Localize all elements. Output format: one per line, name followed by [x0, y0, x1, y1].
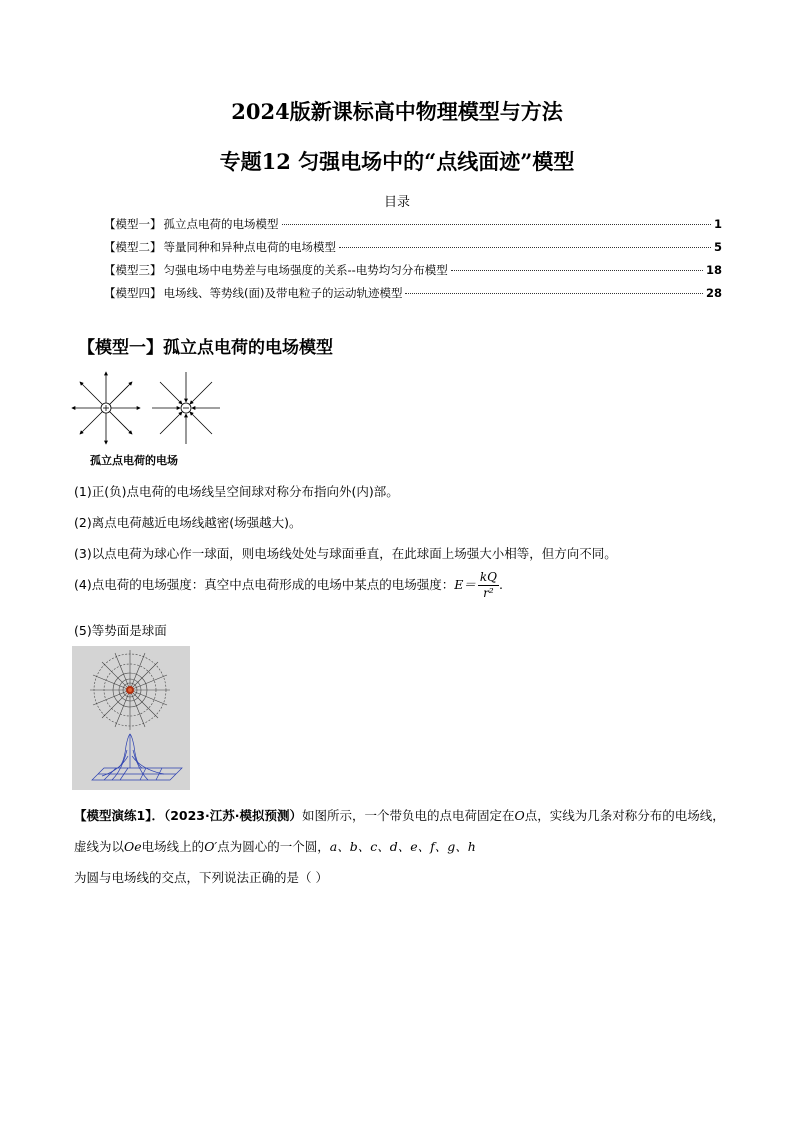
point-3: (3)以点电荷为球心作一球面，则电场线处处与球面垂直，在此球面上场强大小相等，但方向不同。 [74, 546, 617, 561]
positive-charge-diagram [72, 372, 140, 444]
toc-heading: 目录 [383, 195, 410, 210]
section-heading: 【模型一】孤立点电荷的电场模型 [78, 338, 333, 358]
exercise-text: 点，实线为几条对称分布的电场线，虚线为以 [74, 808, 725, 854]
point-4 [74, 570, 503, 601]
symbol-Oe: Oe [124, 839, 142, 854]
exercise-text: 如图所示，一个带负电的点电荷固定在 [302, 808, 515, 823]
toc-page: 18 [705, 263, 722, 277]
symbol-O: O [514, 808, 525, 823]
formula-tail: . [498, 577, 503, 592]
exercise-text: 为圆与电场线的交点，下列说法正确的是（ ） [74, 870, 328, 885]
point-5: (5)等势面是球面 [74, 623, 167, 638]
symbol-Oprime: O′ [204, 839, 218, 854]
toc-title: 孤立点电荷的电场模型 [163, 217, 279, 231]
document-title: 2024版新课标高中物理模型与方法 [231, 99, 563, 124]
toc-entry-4[interactable] [104, 285, 722, 308]
point-4-text: (4)点电荷的电场强度：真空中点电荷形成的电场中某点的电场强度： [74, 577, 455, 592]
formula-lhs: E＝ [454, 577, 476, 592]
exercise-text: 电场线上的 [141, 839, 205, 854]
figure-caption: 孤立点电荷的电场 [90, 454, 178, 467]
toc-leader [451, 270, 703, 271]
formula-fraction [478, 570, 499, 601]
formula-numerator: kQ [479, 570, 497, 584]
toc-label: 【模型二】 [104, 240, 162, 254]
toc-page: 5 [713, 240, 722, 254]
document-subtitle: 专题12 匀强电场中的“点线面迹”模型 [219, 149, 575, 174]
toc-leader [339, 247, 711, 248]
formula-denominator: r² [483, 586, 494, 600]
toc-entry-2[interactable] [104, 239, 722, 262]
toc-page: 1 [713, 217, 722, 231]
point-1: (1)正(负)点电荷的电场线呈空间球对称分布指向外(内)部。 [74, 484, 399, 499]
toc-leader [282, 224, 711, 225]
exercise-label: 【模型演练1】． [74, 808, 164, 823]
toc-title: 匀强电场中电势差与电场强度的关系--电势均匀分布模型 [163, 263, 448, 277]
toc-label: 【模型四】 [104, 286, 162, 300]
toc-entry-1[interactable] [104, 216, 722, 239]
point-charge-field-figure [70, 370, 230, 446]
exercise-paragraph [74, 800, 729, 893]
toc-title: 等量同种和异种点电荷的电场模型 [163, 240, 336, 254]
toc-label: 【模型一】 [104, 217, 162, 231]
exercise-source: （2023·江苏·模拟预测） [163, 808, 302, 823]
toc-entry-3[interactable] [104, 262, 722, 285]
toc-page: 28 [705, 286, 722, 300]
point-2: (2)离点电荷越近电场线越密(场强越大)。 [74, 515, 302, 530]
exercise-text: 点为圆心的一个圆， [217, 839, 330, 854]
table-of-contents [104, 216, 722, 308]
toc-label: 【模型三】 [104, 263, 162, 277]
toc-leader [405, 293, 703, 294]
equipotential-figure [72, 646, 190, 790]
negative-charge-diagram [152, 372, 220, 444]
symbol-points: a、b、c、d、e、f、g、h [329, 839, 476, 854]
toc-title: 电场线、等势线(面)及带电粒子的运动轨迹模型 [163, 286, 403, 300]
